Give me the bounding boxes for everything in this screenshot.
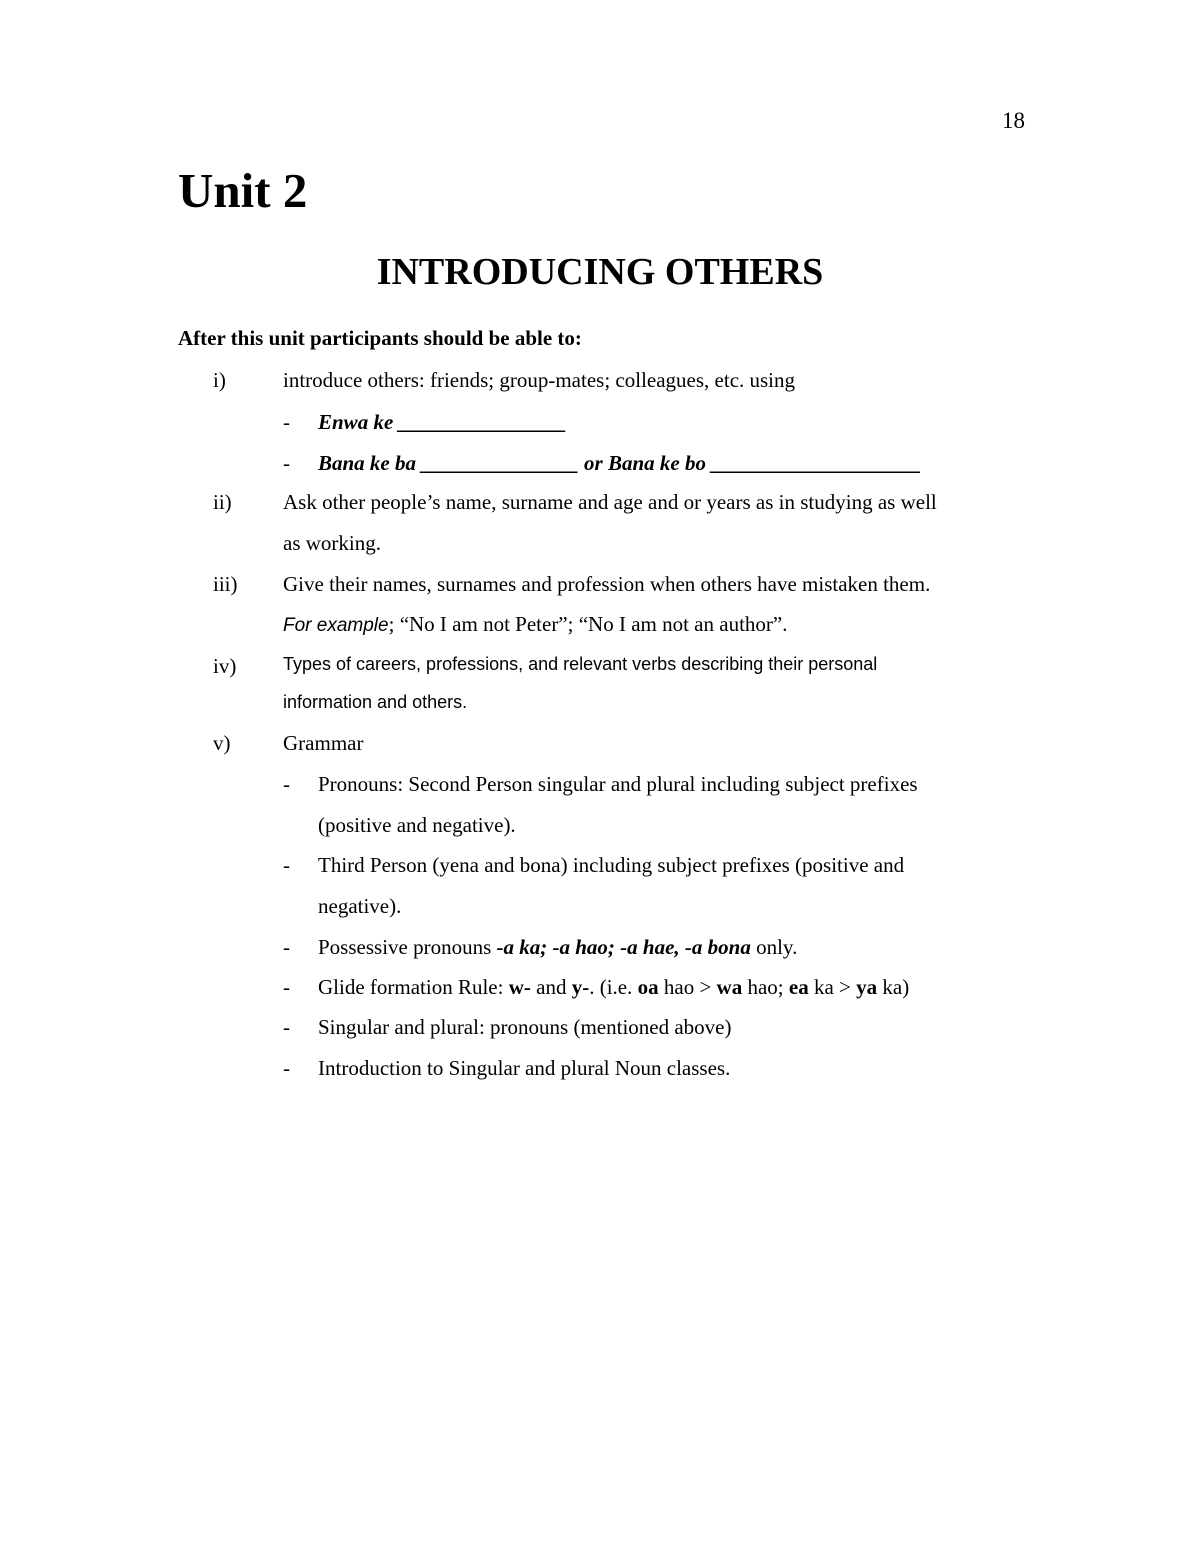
- subitem-line: Third Person (yena and bona) including subject prefixes (positive and: [318, 853, 905, 877]
- item-numeral: ii): [213, 490, 232, 514]
- subitem-line: (positive and negative).: [318, 813, 516, 837]
- subitem-dash: -: [283, 410, 290, 434]
- objectives-heading: After this unit participants should be able to:: [178, 326, 582, 350]
- subitem-dash: -: [283, 935, 290, 959]
- bold-term: oa: [637, 975, 659, 999]
- subitem-line: Introduction to Singular and plural Noun classes.: [318, 1056, 731, 1080]
- possessive-forms: -a ka; -a hao; -a hae, -a bona: [496, 935, 751, 959]
- item-text: Grammar: [283, 731, 364, 755]
- phrase-connector: or Bana ke bo ____________________: [578, 451, 922, 475]
- item-text-line: Ask other people’s name, surname and age and or years as in studying as well: [283, 490, 937, 514]
- page-number: 18: [1002, 108, 1025, 133]
- text-part: hao >: [658, 975, 717, 999]
- text-part: hao;: [742, 975, 789, 999]
- example-text: ; “No I am not Peter”; “No I am not an author”.: [388, 612, 788, 636]
- item-text-line: as working.: [283, 531, 381, 555]
- text-part: . (i.e.: [589, 975, 638, 999]
- text-part: Possessive pronouns: [318, 935, 497, 959]
- text-part: only.: [750, 935, 798, 959]
- subitem-dash: -: [283, 772, 290, 796]
- text-part: and: [530, 975, 572, 999]
- text-part: Glide formation Rule:: [318, 975, 509, 999]
- subitem-line: negative).: [318, 894, 402, 918]
- subitem-line: Pronouns: Second Person singular and plural including subject prefixes: [318, 772, 918, 796]
- bold-term: wa: [716, 975, 743, 999]
- example-label: For example: [283, 615, 389, 636]
- item-text-line: Types of careers, professions, and relevant verbs describing their personal: [283, 654, 878, 674]
- item-numeral: iv): [213, 654, 237, 678]
- bold-term: w-: [508, 975, 531, 999]
- item-example: [283, 612, 787, 637]
- subitem-dash: -: [283, 975, 290, 999]
- item-text-line: Give their names, surnames and profession when others have mistaken them.: [283, 572, 931, 596]
- item-text: introduce others: friends; group-mates; colleagues, etc. using: [283, 368, 796, 392]
- subitem-dash: -: [283, 1015, 290, 1039]
- subitem-line: [318, 935, 797, 960]
- unit-title: Unit 2: [178, 163, 308, 218]
- subitem-phrase: [318, 451, 921, 476]
- subitem-dash: -: [283, 853, 290, 877]
- bold-term: ea: [788, 975, 809, 999]
- text-part: ka >: [808, 975, 857, 999]
- subitem-dash: -: [283, 451, 290, 475]
- item-numeral: v): [213, 731, 231, 755]
- bold-term: ya: [856, 975, 878, 999]
- item-numeral: i): [213, 368, 226, 392]
- subitem-phrase: Enwa ke ________________: [318, 410, 567, 434]
- subitem-line: Singular and plural: pronouns (mentioned above): [318, 1015, 732, 1039]
- text-part: ka): [877, 975, 910, 999]
- item-text-line: information and others.: [283, 692, 468, 712]
- subitem-line: [318, 975, 909, 1000]
- subitem-dash: -: [283, 1056, 290, 1080]
- phrase-part: Bana ke ba _______________: [318, 451, 579, 475]
- section-title: INTRODUCING OTHERS: [376, 251, 824, 293]
- item-numeral: iii): [213, 572, 238, 596]
- bold-term: y-: [571, 975, 590, 999]
